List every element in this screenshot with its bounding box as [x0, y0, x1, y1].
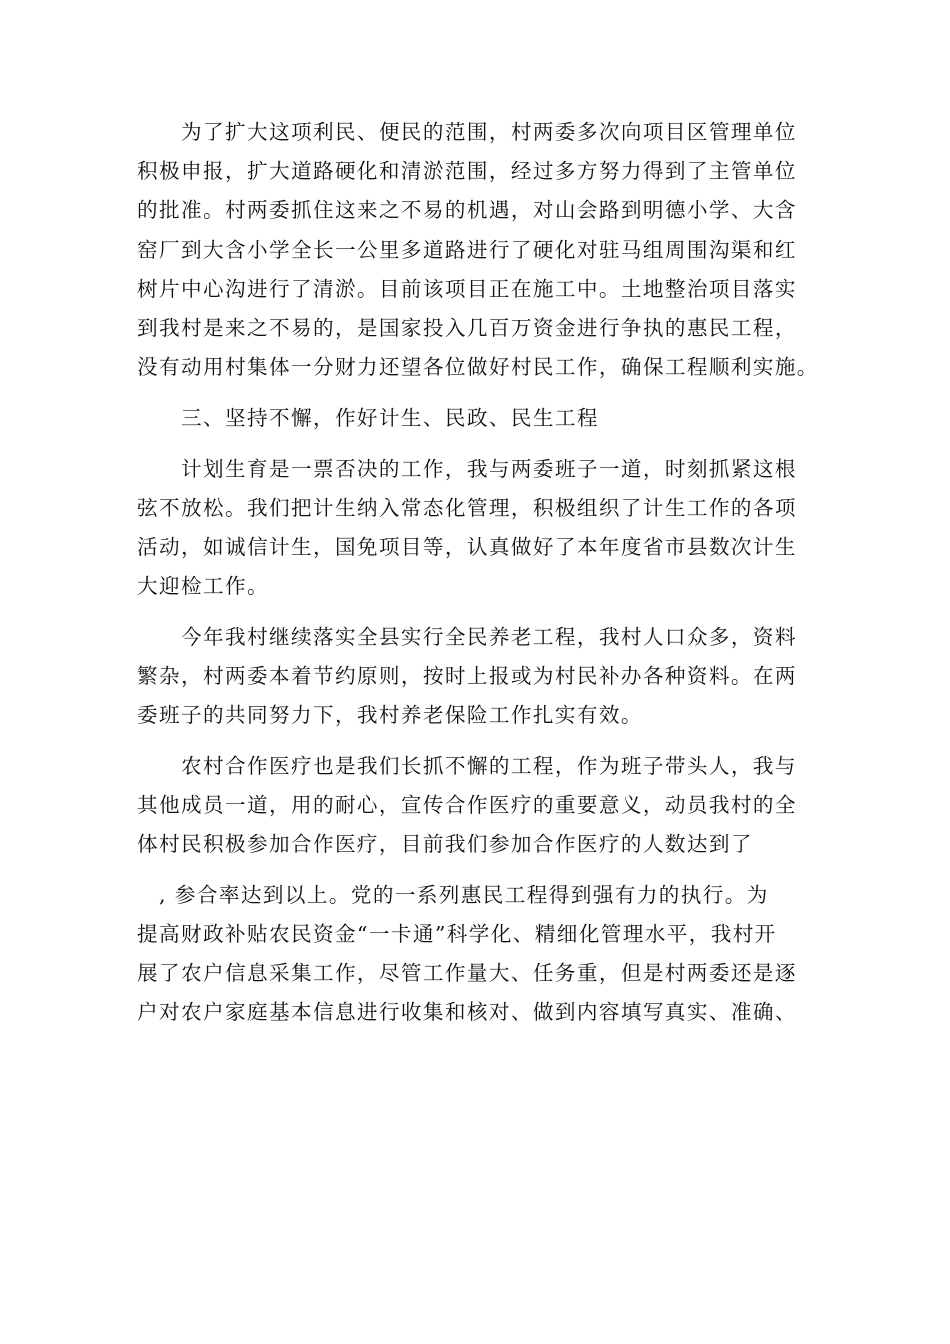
text-line: 没有动用村集体一分财力还望各位做好村民工作，确保工程顺利实施。 — [137, 355, 819, 380]
text-line: 繁杂，村两委本着节约原则，按时上报或为村民补办各种资料。在两 — [137, 663, 797, 688]
paragraph-medical — [137, 747, 822, 865]
paragraph-gap — [137, 864, 822, 876]
text-line: 弦不放松。我们把计生纳入常态化管理，积极组织了计生工作的各项 — [137, 495, 797, 520]
paragraph-gap — [137, 606, 822, 618]
paragraph-gap — [137, 387, 822, 399]
paragraph-subsidy-card — [137, 876, 822, 1033]
text-line: 其他成员一道，用的耐心，宣传合作医疗的重要意义，动员我村的全 — [137, 793, 797, 817]
paragraph-gap — [137, 438, 822, 450]
text-line: 大迎检工作。 — [137, 574, 269, 599]
text-line: 积极申报，扩大道路硬化和清淤范围，经过多方努力得到了主管单位 — [137, 159, 797, 184]
text-line: 计划生育是一票否决的工作，我与两委班子一道，时刻抓紧这根 — [137, 456, 797, 481]
document-body — [137, 113, 822, 1033]
text-line: 树片中心沟进行了清淤。目前该项目正在施工中。土地整治项目落实 — [137, 276, 797, 301]
text-line: 体村民积极参加合作医疗，目前我们参加合作医疗的人数达到了 — [137, 832, 753, 857]
text-line: 到我村是来之不易的，是国家投入几百万资金进行争执的惠民工程， — [137, 315, 797, 340]
paragraph-family-planning — [137, 450, 822, 607]
text-line: 活动，如诚信计生，国免项目等，认真做好了本年度省市县数次计生 — [137, 534, 797, 559]
text-line: 窑厂到大含小学全长一公里多道路进行了硬化对驻马组周围沟渠和红 — [137, 237, 797, 262]
paragraph-gap — [137, 735, 822, 747]
text-line: 今年我村继续落实全县实行全民养老工程，我村人口众多，资料 — [137, 624, 797, 649]
text-line: 为了扩大这项利民、便民的范围，村两委多次向项目区管理单位 — [137, 120, 797, 144]
text-line: 农村合作医疗也是我们长抓不懈的工程，作为班子带头人，我与 — [137, 753, 797, 778]
paragraph-pension — [137, 618, 822, 736]
text-line: 三、坚持不懈，作好计生、民政、民生工程 — [137, 405, 599, 430]
text-line: 的批准。村两委抓住这来之不易的机遇，对山会路到明德小学、大含 — [137, 198, 797, 223]
text-line: 委班子的共同努力下，我村养老保险工作扎实有效。 — [137, 703, 643, 728]
text-line: , 参合率达到以上。党的一系列惠民工程得到强有力的执行。为 — [137, 882, 769, 907]
text-line: 户对农户家庭基本信息进行收集和核对、做到内容填写真实、准确、 — [137, 1000, 797, 1025]
section-heading-three — [137, 399, 822, 438]
paragraph-road-project — [137, 113, 822, 387]
text-line: 提高财政补贴农民资金“一卡通”科学化、精细化管理水平，我村开 — [137, 922, 777, 947]
text-line: 展了农户信息采集工作，尽管工作量大、任务重，但是村两委还是逐 — [137, 961, 797, 986]
